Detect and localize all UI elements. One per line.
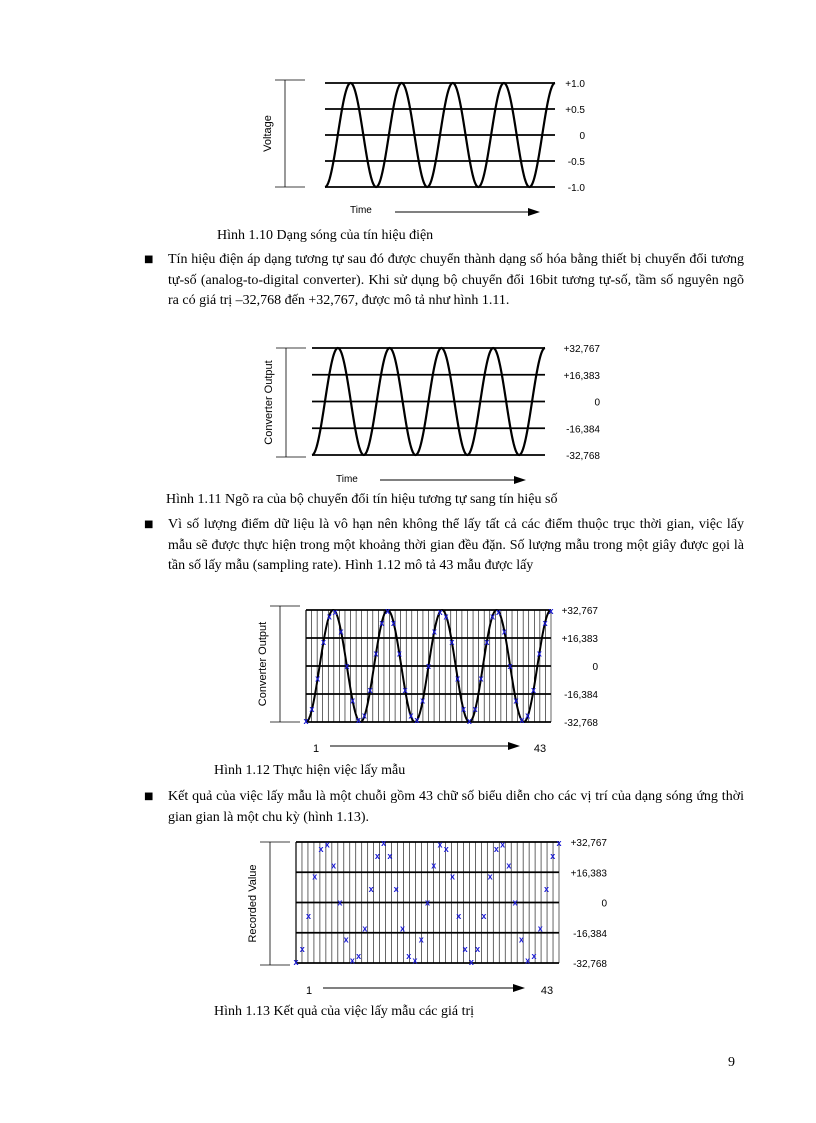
caption-figure-1-10: Hình 1.10 Dạng sóng của tín hiệu điện xyxy=(217,228,434,243)
sample-marker: x xyxy=(379,617,385,628)
paragraph-result xyxy=(144,787,744,828)
sample-marker: x xyxy=(506,860,512,871)
figure-1-13-chart xyxy=(225,830,635,1002)
sample-marker: x xyxy=(414,714,420,725)
sample-marker: x xyxy=(420,695,426,706)
sample-marker: x xyxy=(490,611,496,622)
sample-marker: x xyxy=(350,695,356,706)
x-axis-label: Time xyxy=(350,205,372,216)
sample-marker: x xyxy=(320,637,327,648)
y-tick-label: +1.0 xyxy=(565,79,585,90)
figure-1-12-chart xyxy=(240,598,630,758)
sample-marker: x xyxy=(408,710,414,721)
sample-marker: x xyxy=(385,605,391,616)
figure-1-10 xyxy=(255,75,615,225)
sample-marker: x xyxy=(331,860,337,871)
y-tick-label: 0 xyxy=(594,397,600,409)
sample-marker: x xyxy=(507,661,513,671)
sample-marker: x xyxy=(484,637,490,648)
sample-marker: x xyxy=(449,637,455,648)
sample-marker: x xyxy=(460,704,467,715)
sample-marker: x xyxy=(513,695,519,706)
y-axis-label: Voltage xyxy=(262,115,274,152)
sample-marker: x xyxy=(337,897,343,908)
sample-marker: x xyxy=(537,923,543,934)
sample-marker: x xyxy=(425,661,432,671)
sample-marker: x xyxy=(412,955,418,966)
figure-1-13 xyxy=(225,830,635,1002)
bullet-icon: ■ xyxy=(144,519,154,530)
sample-marker: x xyxy=(387,850,393,861)
y-tick-label: +16,383 xyxy=(570,868,607,880)
sample-marker: x xyxy=(525,955,531,966)
caption-figure-1-11: Hình 1.11 Ngõ ra của bộ chuyển đổi tín hiệu tương tự sang tín hiệu số xyxy=(166,492,558,507)
caption-figure-1-13: Hình 1.13 Kết quả của việc lấy mẫu các giá trị xyxy=(214,1004,475,1019)
sample-marker: x xyxy=(462,944,468,955)
y-tick-label: -16,384 xyxy=(564,690,598,701)
sample-marker: x xyxy=(362,923,368,934)
sample-marker: x xyxy=(450,871,456,882)
y-axis-label: Recorded Value xyxy=(247,864,259,943)
y-tick-label: +16,383 xyxy=(561,634,598,645)
caption-figure-1-12: Hình 1.12 Thực hiện việc lấy mẫu xyxy=(214,763,406,778)
y-tick-label: +16,383 xyxy=(563,370,600,382)
y-tick-label: -16,384 xyxy=(573,928,607,940)
sample-marker: x xyxy=(550,850,556,861)
figure-1-12 xyxy=(240,598,630,758)
sample-marker: x xyxy=(437,839,443,850)
sample-marker: x xyxy=(501,626,507,637)
sample-marker: x xyxy=(390,617,397,628)
arrow-icon xyxy=(514,476,526,484)
y-tick-label: -32,768 xyxy=(573,959,607,970)
sample-marker: x xyxy=(306,910,312,921)
sample-marker: x xyxy=(418,934,424,945)
sample-marker: x xyxy=(481,910,487,921)
sample-marker: x xyxy=(525,710,531,721)
sample-marker: x xyxy=(356,951,362,962)
y-tick-label: 0 xyxy=(592,662,598,673)
sample-marker: x xyxy=(531,951,537,962)
sample-marker: x xyxy=(309,704,315,715)
paragraph-sampling xyxy=(144,515,744,577)
sample-marker: x xyxy=(456,910,462,921)
page-number: 9 xyxy=(728,1055,735,1070)
sample-marker: x xyxy=(355,714,362,725)
sample-marker: x xyxy=(344,661,350,671)
sample-marker: x xyxy=(431,626,437,637)
sample-marker: x xyxy=(519,714,525,725)
y-tick-label: -1.0 xyxy=(567,183,585,194)
sample-marker: x xyxy=(478,673,484,684)
paragraph-text: Vì số lượng điểm dữ liệu là vô hạn nên không thể lấy tất cả các điểm thuộc trục thời gian, việc lấy mẫu sẽ được thực hiện trong một khoảng thời gian đều đặn. Số lượng mẫu trong một giây được gọi là tần số lấy mẫu (sampling rate). Hình 1.12 mô tả 43 mẫu được lấy xyxy=(168,517,744,573)
sample-marker: x xyxy=(367,684,373,695)
sample-marker: x xyxy=(424,897,431,908)
paragraph-text: Kết quả của việc lấy mẫu là một chuỗi gồm 43 chữ số biểu diễn cho các vị trí của dạng sóng ứng thời gian gian là một chu kỳ (hình 1.13). xyxy=(168,789,744,825)
sample-marker: x xyxy=(393,884,399,895)
figure-1-10-chart xyxy=(255,75,615,225)
arrow-icon xyxy=(508,742,520,750)
x-axis-label: Time xyxy=(336,474,358,485)
figure-1-11 xyxy=(250,340,620,490)
y-axis-label: Converter Output xyxy=(263,360,275,445)
y-tick-label: +32,767 xyxy=(570,838,607,849)
sample-marker: x xyxy=(500,839,506,850)
sample-marker: x xyxy=(431,860,437,871)
x-axis-start-label: 1 xyxy=(305,985,313,997)
sample-marker: x xyxy=(536,648,542,659)
y-tick-label: +32,767 xyxy=(563,344,600,355)
sample-marker: x xyxy=(399,923,405,934)
y-tick-label: 0 xyxy=(601,898,607,910)
y-tick-label: -32,768 xyxy=(564,718,598,729)
sample-marker: x xyxy=(373,648,379,659)
sample-marker: x xyxy=(548,605,554,616)
sample-marker: x xyxy=(381,837,387,848)
sample-marker: x xyxy=(318,843,324,854)
sample-marker: x xyxy=(396,648,402,659)
sample-marker: x xyxy=(293,957,299,968)
sample-marker: x xyxy=(315,673,321,684)
sample-marker: x xyxy=(443,843,449,854)
sample-marker: x xyxy=(402,684,408,695)
figure-1-11-chart xyxy=(250,340,620,490)
sample-marker: x xyxy=(368,884,374,895)
sample-marker: x xyxy=(530,684,537,695)
sample-marker: x xyxy=(406,951,412,962)
bullet-icon: ■ xyxy=(144,791,154,802)
sample-marker: x xyxy=(468,957,474,968)
sample-marker: x xyxy=(437,607,443,618)
sample-marker: x xyxy=(326,611,332,622)
sample-marker: x xyxy=(543,884,549,895)
sample-marker: x xyxy=(487,871,493,882)
sample-marker: x xyxy=(475,944,481,955)
sample-marker: x xyxy=(542,617,548,628)
y-tick-label: -32,768 xyxy=(566,451,600,462)
sample-marker: x xyxy=(332,607,338,618)
sample-marker: x xyxy=(512,897,518,908)
sample-marker: x xyxy=(518,934,524,945)
sample-marker: x xyxy=(374,850,380,861)
sample-marker: x xyxy=(455,673,461,684)
paragraph-adc xyxy=(144,250,744,312)
x-axis-end-label: 43 xyxy=(540,985,554,997)
sample-marker: x xyxy=(303,716,309,727)
y-axis-label: Converter Output xyxy=(257,621,269,707)
y-tick-label: +0.5 xyxy=(565,105,585,116)
sample-marker: x xyxy=(466,716,472,727)
sample-marker: x xyxy=(361,710,367,721)
sample-marker: x xyxy=(495,607,502,618)
arrow-icon xyxy=(513,984,525,992)
x-axis-end-label: 43 xyxy=(533,743,547,755)
sample-marker: x xyxy=(324,839,330,850)
paragraph-text: Tín hiệu điện áp dạng tương tự sau đó được chuyển thành dạng số hóa bằng thiết bị chuyển đổi tương tự-số (analog-to-digital converter). Khi sử dụng bộ chuyển đổi 16bit tương tự-số, tầm số nguyên ngõ ra có giá trị –32,768 đến +32,767, được mô tả như hình 1.11. xyxy=(168,252,744,308)
y-tick-label: -0.5 xyxy=(567,157,585,168)
y-tick-label: +32,767 xyxy=(561,606,598,617)
sample-marker: x xyxy=(493,843,499,854)
sample-marker: x xyxy=(312,871,318,882)
sample-marker: x xyxy=(443,611,449,622)
sample-marker: x xyxy=(472,704,478,715)
y-tick-label: -16,384 xyxy=(566,424,600,436)
sample-marker: x xyxy=(349,955,355,966)
sample-marker: x xyxy=(556,837,562,848)
y-tick-label: 0 xyxy=(579,131,585,142)
x-axis-start-label: 1 xyxy=(312,743,320,755)
sample-marker: x xyxy=(343,934,349,945)
arrow-icon xyxy=(528,208,540,216)
sample-marker: x xyxy=(299,944,305,955)
bullet-icon: ■ xyxy=(144,254,154,265)
sample-marker: x xyxy=(338,626,344,637)
